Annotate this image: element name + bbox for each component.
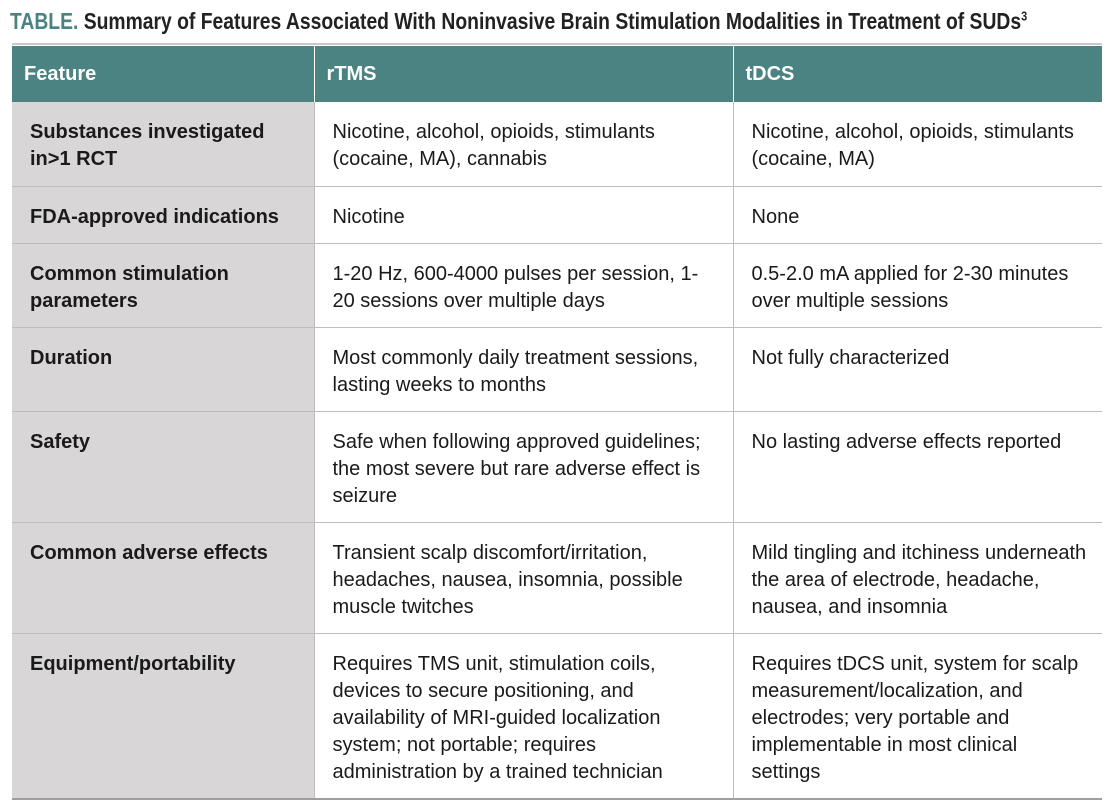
feature-cell: Duration bbox=[12, 327, 314, 411]
rtms-cell: Safe when following approved guidelines; the most severe but rare adverse effect is seizure bbox=[314, 411, 733, 522]
feature-cell: FDA-approved indications bbox=[12, 186, 314, 243]
table-row bbox=[12, 633, 1102, 799]
rtms-cell: Requires TMS unit, stimulation coils, devices to secure positioning, and availability of MRI-guided localization system; not portable; requires administration by a trained technician bbox=[314, 633, 733, 799]
tdcs-cell: Mild tingling and itchiness underneath the area of electrode, headache, nausea, and insomnia bbox=[733, 522, 1102, 633]
table-row bbox=[12, 243, 1102, 327]
table-title bbox=[10, 6, 1028, 36]
table-title-footnote: 3 bbox=[1021, 8, 1028, 24]
title-divider bbox=[12, 43, 1102, 45]
header-tdcs: tDCS bbox=[733, 46, 1102, 102]
table-title-label: TABLE. bbox=[10, 8, 79, 34]
table-title-text: Summary of Features Associated With Noninvasive Brain Stimulation Modalities in Treatment of SUDs bbox=[83, 8, 1022, 34]
rtms-cell: Nicotine, alcohol, opioids, stimulants (cocaine, MA), cannabis bbox=[314, 102, 733, 186]
table-row bbox=[12, 102, 1102, 186]
feature-cell: Equipment/portability bbox=[12, 633, 314, 799]
feature-cell: Safety bbox=[12, 411, 314, 522]
header-feature: Feature bbox=[12, 46, 314, 102]
tdcs-cell: Requires tDCS unit, system for scalp measurement/localization, and electrodes; very portable and implementable in most clinical settings bbox=[733, 633, 1102, 799]
tdcs-cell: 0.5-2.0 mA applied for 2-30 minutes over multiple sessions bbox=[733, 243, 1102, 327]
rtms-cell: 1-20 Hz, 600-4000 pulses per session, 1-20 sessions over multiple days bbox=[314, 243, 733, 327]
tdcs-cell: Nicotine, alcohol, opioids, stimulants (cocaine, MA) bbox=[733, 102, 1102, 186]
rtms-cell: Nicotine bbox=[314, 186, 733, 243]
tdcs-cell: None bbox=[733, 186, 1102, 243]
tdcs-cell: Not fully characterized bbox=[733, 327, 1102, 411]
table-row bbox=[12, 522, 1102, 633]
feature-cell: Common adverse effects bbox=[12, 522, 314, 633]
table-row bbox=[12, 186, 1102, 243]
table-row bbox=[12, 327, 1102, 411]
table-row bbox=[12, 411, 1102, 522]
feature-cell: Common stimulation parameters bbox=[12, 243, 314, 327]
table-header-row bbox=[12, 46, 1102, 102]
rtms-cell: Most commonly daily treatment sessions, lasting weeks to months bbox=[314, 327, 733, 411]
rtms-cell: Transient scalp discomfort/irritation, headaches, nausea, insomnia, possible muscle twitches bbox=[314, 522, 733, 633]
features-table bbox=[12, 46, 1102, 800]
feature-cell: Substances investigated in>1 RCT bbox=[12, 102, 314, 186]
header-rtms: rTMS bbox=[314, 46, 733, 102]
tdcs-cell: No lasting adverse effects reported bbox=[733, 411, 1102, 522]
